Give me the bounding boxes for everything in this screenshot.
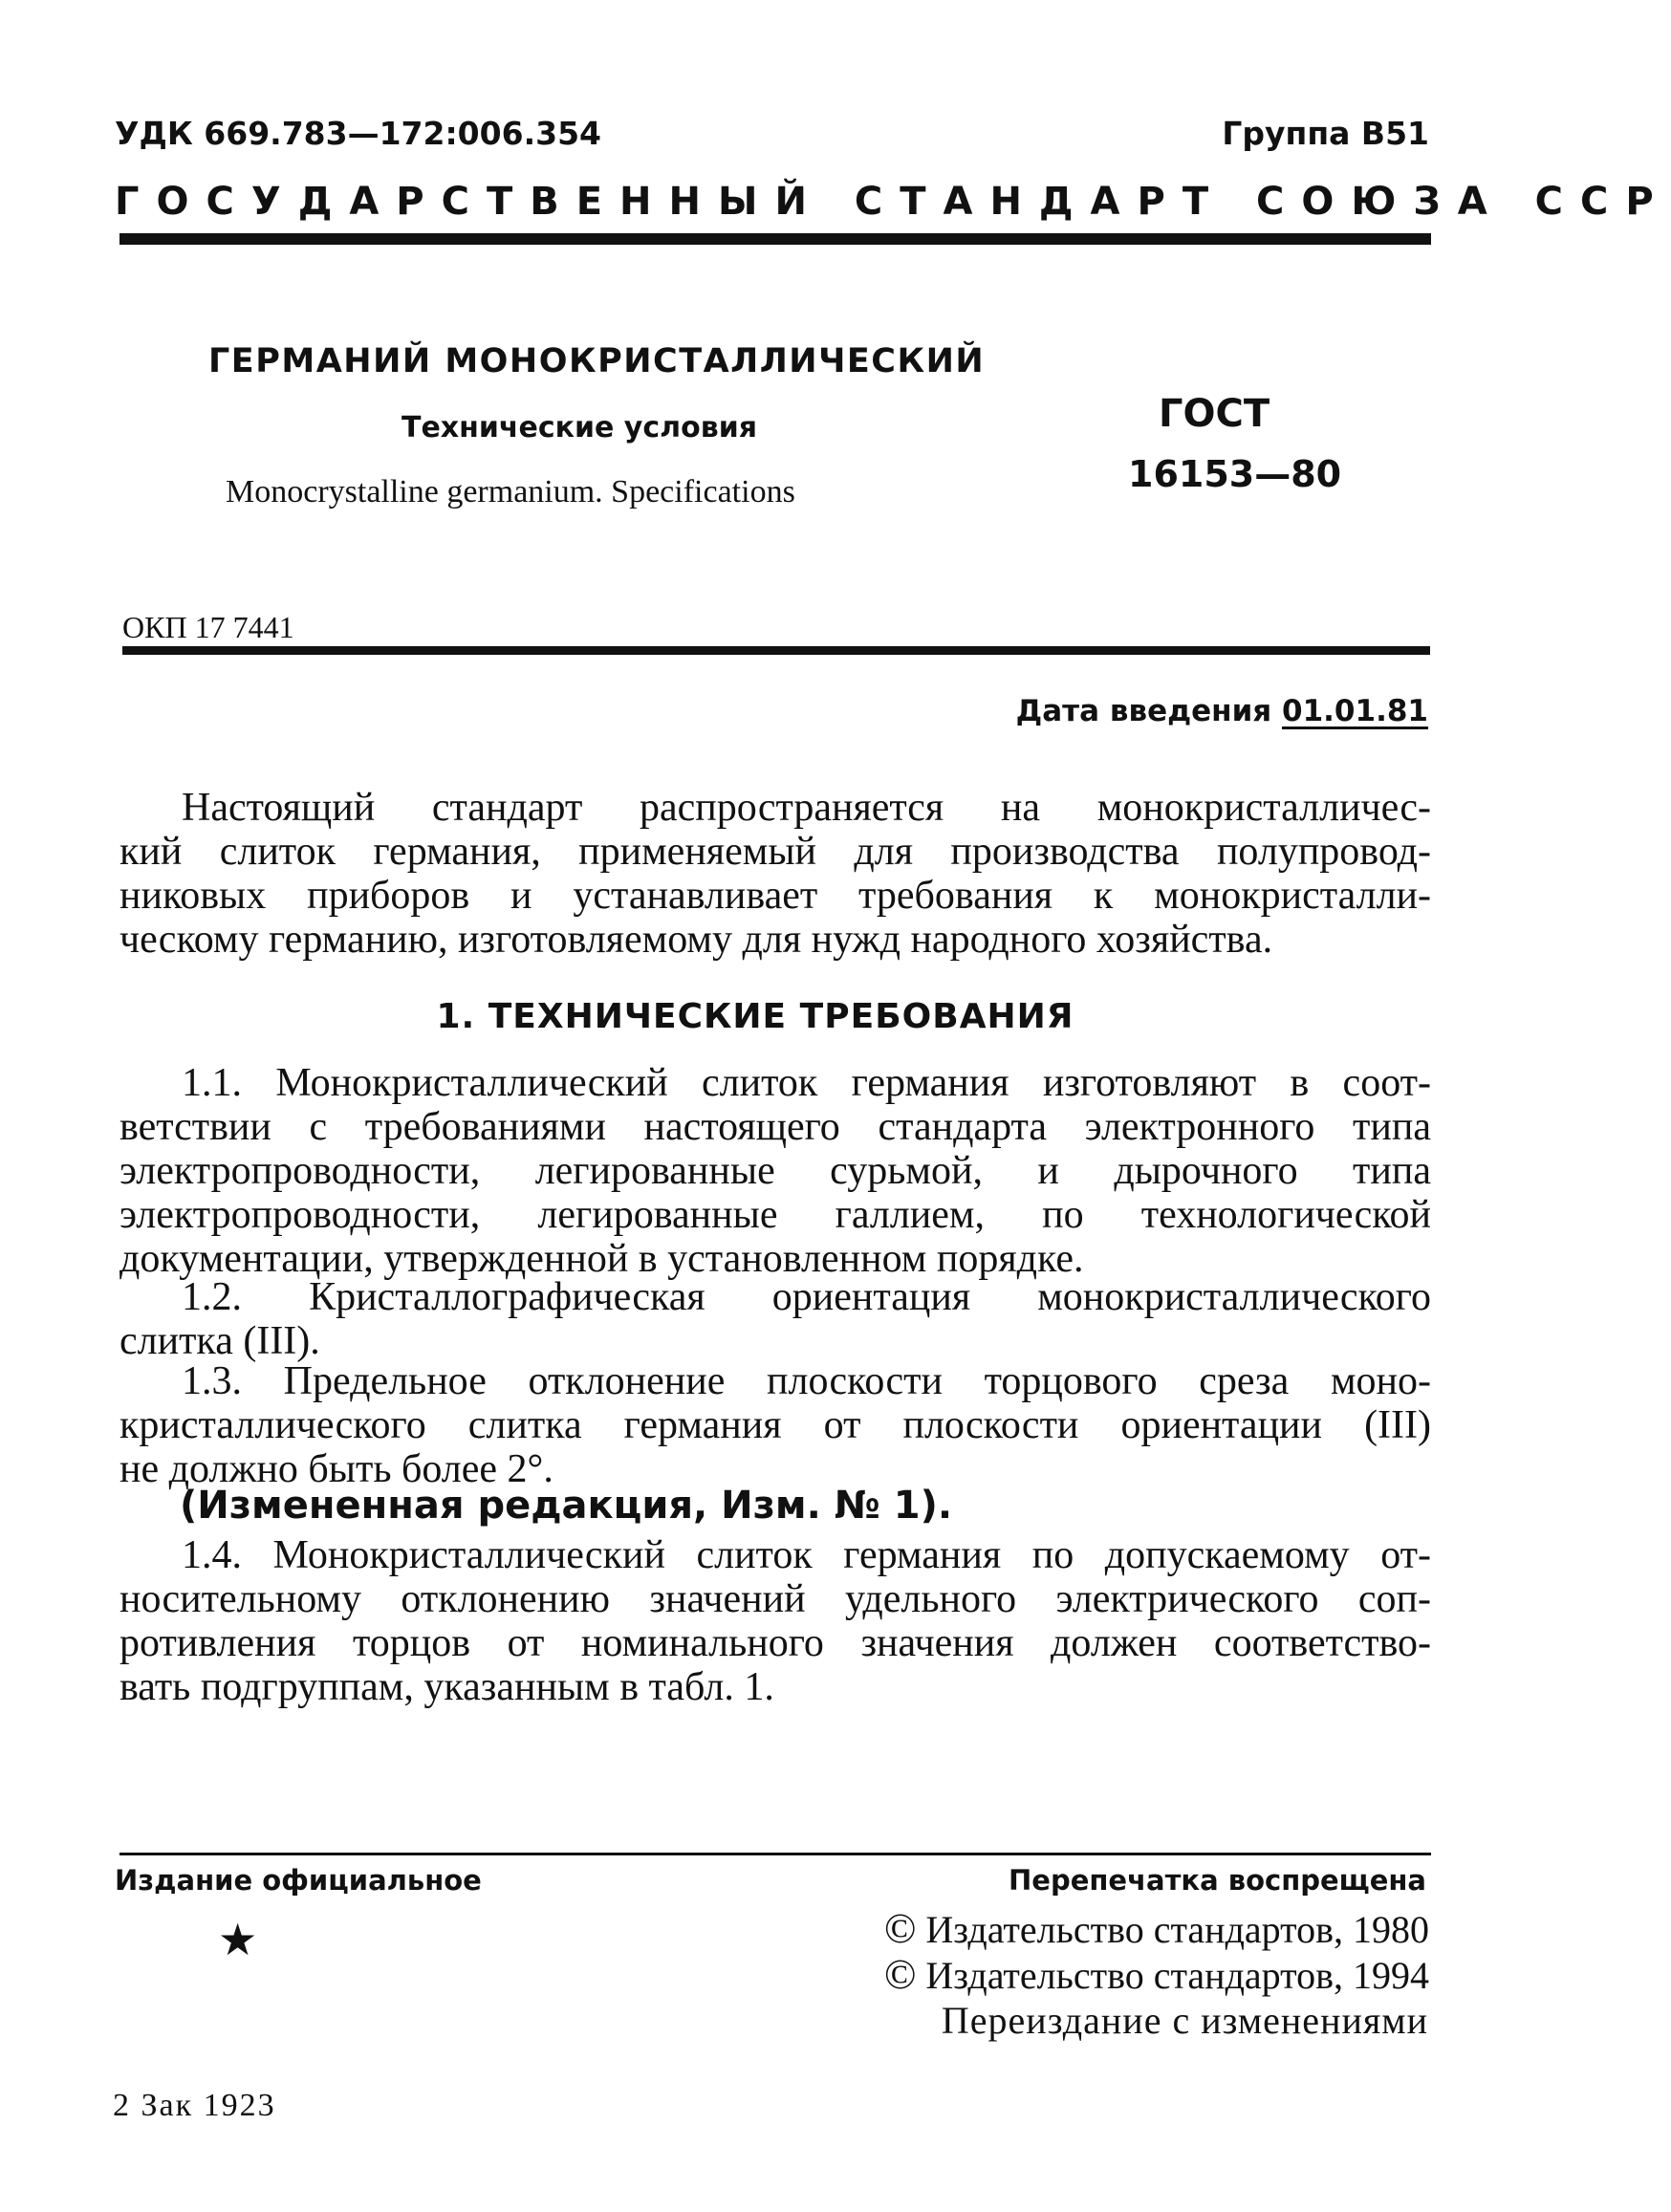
footer-rule [119,1853,1431,1855]
text-line: ротивления торцов от номинального значения должен соответство- [119,1621,1431,1665]
clause-1-3 [119,1359,1431,1491]
text-line: вать подгруппам, указанным в табл. 1. [119,1665,774,1709]
group-code: Группа В51 [1222,115,1429,152]
okp-code: ОКП 17 7441 [122,610,294,644]
udk-code: УДК 669.783—172:006.354 [115,115,601,152]
text-line: не должно быть более 2°. [119,1447,553,1491]
english-title: Monocrystalline germanium. Specifications [226,474,795,510]
clause-1-4 [119,1533,1431,1709]
text-line: 1.1. Монокристаллический слиток германия изготовляют в соот- [182,1061,1431,1105]
official-edition: Издание официальное [115,1864,482,1897]
text-line: кий слиток германия, применяемый для производства полупровод- [119,830,1431,874]
document-title: ГЕРМАНИЙ МОНОКРИСТАЛЛИЧЕСКИЙ [208,342,986,380]
gost-label: ГОСТ [1159,392,1270,436]
text-line: 1.4. Монокристаллический слиток германия по допускаемому от- [182,1533,1431,1577]
copyright-1994-text: Издательство стандартов, 1994 [925,1954,1429,1997]
text-line: слитка (III). [119,1319,320,1363]
document-subtitle: Технические условия [401,411,757,445]
copyright-1980-text: Издательство стандартов, 1980 [925,1908,1429,1951]
text-line: ческому германию, изготовляемому для нужд народного хозяйства. [119,918,1273,962]
section-heading: 1. ТЕХНИЧЕСКИЕ ТРЕБОВАНИЯ [436,997,1074,1036]
header-rule [119,233,1431,245]
text-line: Настоящий стандарт распространяется на монокристалличес- [182,786,1431,830]
state-standard-heading: ГОСУДАРСТВЕННЫЙ СТАНДАРТ СОЮЗА ССР [115,180,1671,224]
text-line: 1.2. Кристаллографическая ориентация монокристаллического [182,1275,1431,1319]
intro-paragraph [119,786,1431,962]
text-line: ветствии с требованиями настоящего стандарта электронного типа [119,1105,1431,1149]
text-line: никовых приборов и устанавливает требования к монокристалли- [119,874,1431,918]
text-line: электропроводности, легированные сурьмой, и дырочного типа [119,1149,1431,1193]
changed-edition-note: (Измененная редакция, Изм. № 1). [180,1484,953,1528]
order-number: 2 Зак 1923 [113,2088,276,2123]
reissue-note: Переиздание с изменениями [941,1999,1428,2042]
copyright-icon: © [883,1951,917,1998]
clause-1-2 [119,1275,1431,1363]
introduction-date [1016,694,1428,728]
copyright-1994 [884,1950,1429,1999]
text-line: кристаллического слитка германия от плоскости ориентации (III) [119,1403,1431,1447]
text-line: 1.3. Предельное отклонение плоскости торцового среза моно- [182,1359,1431,1403]
text-line: электропроводности, легированные галлием, по технологической [119,1193,1431,1237]
copyright-icon: © [883,1905,917,1952]
gost-number: 16153—80 [1128,453,1342,495]
okp-rule [122,646,1430,655]
copyright-1980 [884,1904,1429,1953]
text-line: носительному отклонению значений удельного электрического соп- [119,1577,1431,1621]
text-line: документации, утвержденной в установленном порядке. [119,1237,1084,1281]
introduction-date-label: Дата введения [1015,694,1272,728]
introduction-date-value: 01.01.81 [1282,694,1428,728]
reprint-prohibited: Перепечатка воспрещена [1009,1864,1426,1897]
clause-1-1 [119,1061,1431,1281]
star-icon: ★ [218,1916,258,1964]
